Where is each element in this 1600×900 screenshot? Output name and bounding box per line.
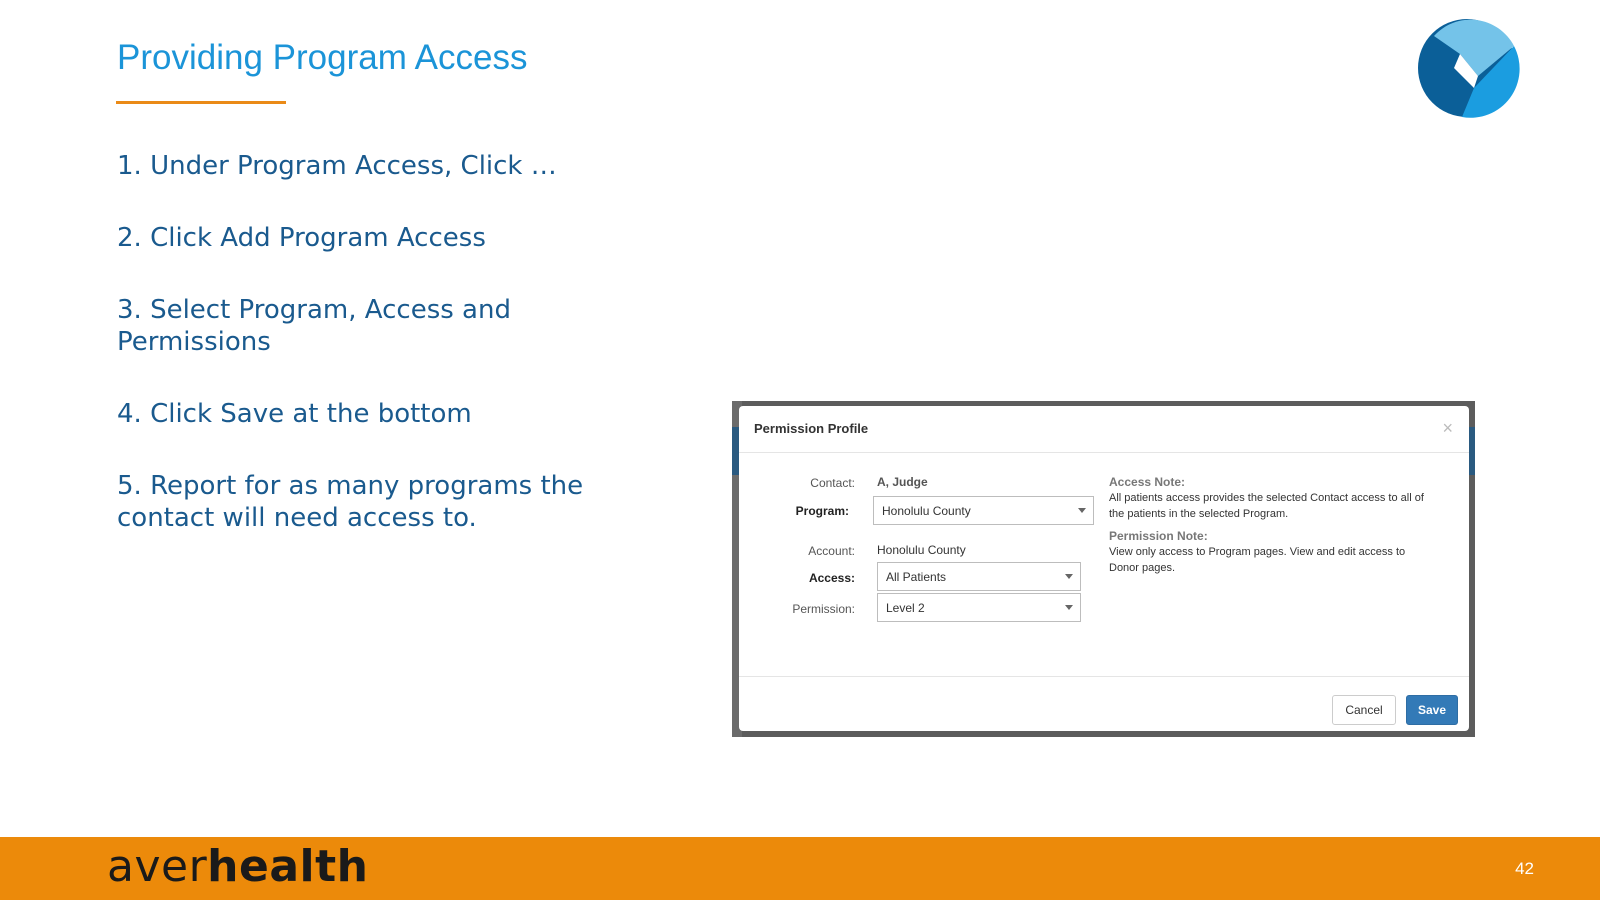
step-1: 1. Under Program Access, Click … [117, 151, 557, 181]
access-select[interactable] [877, 562, 1081, 591]
permission-label: Permission: [792, 602, 855, 616]
program-select-value: Honolulu County [882, 504, 971, 518]
brand-light: aver [107, 841, 208, 892]
dialog-title: Permission Profile [754, 421, 869, 436]
dialog-footer-divider [739, 676, 1469, 677]
access-note-text: All patients access provides the selected Contact access to all of the patients in the selected Program. [1109, 492, 1424, 520]
averhealth-wordmark [107, 837, 368, 897]
caret-down-icon [1065, 605, 1073, 610]
access-label: Access: [808, 571, 855, 585]
title-underline [116, 101, 286, 104]
access-select-value: All Patients [886, 570, 947, 584]
program-select[interactable] [873, 496, 1094, 525]
access-note-heading: Access Note: [1109, 475, 1186, 489]
permission-note-text: View only access to Program pages. View and edit access to Donor pages. [1109, 546, 1406, 574]
dialog-header [739, 406, 1469, 453]
brand-heavy: health [207, 841, 369, 892]
dialog-screenshot [732, 401, 1475, 737]
footer-bar [0, 837, 1600, 900]
account-label: Account: [808, 544, 855, 558]
cancel-button[interactable]: Cancel [1332, 695, 1396, 725]
caret-down-icon [1078, 508, 1086, 513]
averhealth-logo-icon [1414, 18, 1520, 118]
caret-down-icon [1065, 574, 1073, 579]
save-button[interactable]: Save [1406, 695, 1458, 725]
step-5: 5. Report for as many programs the contact will need access to. [117, 471, 584, 533]
close-icon[interactable]: × [1442, 418, 1453, 438]
permission-note-heading: Permission Note: [1109, 529, 1208, 543]
account-value: Honolulu County [877, 543, 966, 557]
contact-value: A, Judge [877, 475, 928, 489]
slide-title: Providing Program Access [117, 38, 528, 77]
permission-select-value: Level 2 [886, 601, 925, 615]
program-label: Program: [795, 504, 849, 518]
step-3: 3. Select Program, Access and Permissions [117, 295, 511, 357]
step-4: 4. Click Save at the bottom [117, 399, 472, 429]
contact-label: Contact: [810, 476, 855, 490]
step-2: 2. Click Add Program Access [117, 223, 486, 253]
permission-profile-dialog [739, 406, 1469, 731]
instruction-steps [117, 150, 637, 574]
page-number: 42 [1515, 859, 1534, 878]
permission-select[interactable] [877, 593, 1081, 622]
